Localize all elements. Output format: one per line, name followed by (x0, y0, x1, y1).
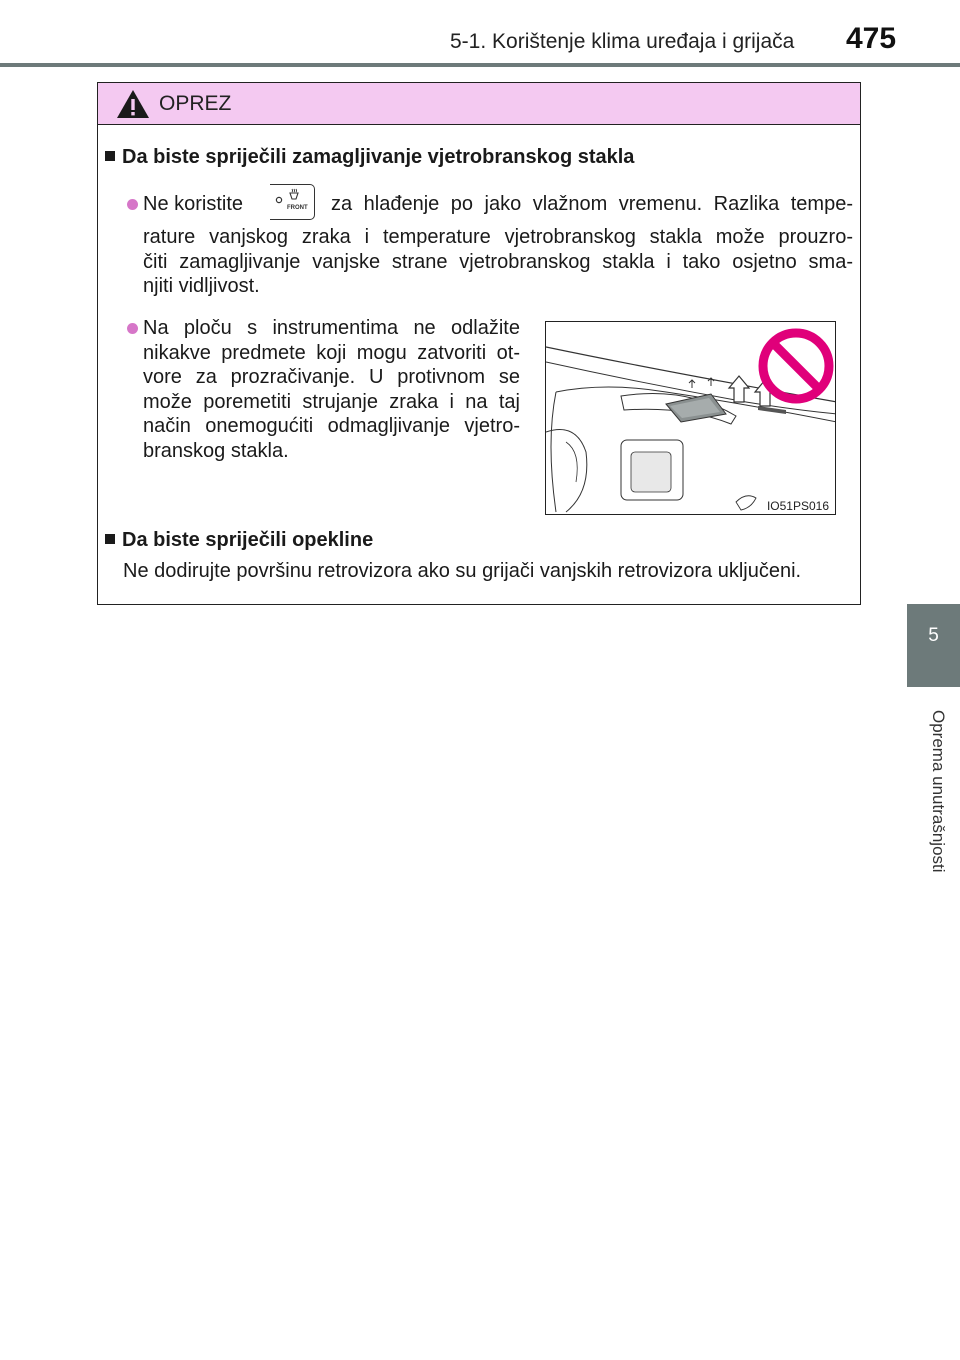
burn-prevention-text: Ne dodirujte površinu retrovizora ako su grijači vanjskih retrovizora uključeni. (123, 560, 802, 582)
caution-header (98, 83, 860, 125)
round-bullet-icon (127, 323, 138, 334)
fog-prevention-heading (105, 146, 634, 169)
image-code: IO51PS016 (766, 499, 829, 513)
front-defogger-button-icon (270, 184, 315, 220)
fog-prevention-heading-text: Da biste spriječili zamagljivanje vjetrobranskog stakla (122, 146, 635, 168)
bullet1-first-line (331, 192, 853, 217)
dashboard-drawing (546, 322, 836, 515)
round-bullet-icon (127, 199, 138, 210)
text-line: branskog stakla. (143, 439, 289, 462)
text-line: čiti zamagljivanje vanjske strane vjetrobranskog stakla i tako osjetno sma- (143, 250, 853, 273)
bullet1-lead-text: Ne koristite (143, 193, 244, 215)
front-button-label: FRONT (287, 205, 308, 211)
text-line: nikakve predmete koji mogu zatvoriti ot- (143, 341, 520, 364)
text-line: vore za prozračivanje. U protivnom se (143, 366, 520, 388)
text-line: može poremetiti strujanje zraka i na taj (143, 390, 520, 413)
text-line: Na ploču s instrumentima ne odlažite (143, 317, 520, 339)
page-number: 475 (846, 22, 897, 55)
chapter-number: 5 (928, 625, 939, 646)
burn-prevention-heading-text: Da biste spriječili opekline (122, 529, 374, 551)
text-line: njiti vidljivost. (143, 275, 260, 297)
header-divider (0, 63, 960, 67)
bullet2-body (143, 316, 520, 463)
chapter-title: Oprema unutrašnjosti (929, 710, 948, 873)
section-title: 5-1. Korištenje klima uređaja i grijača (450, 30, 795, 53)
warning-icon (115, 88, 151, 120)
bullet1-body (143, 225, 853, 299)
square-bullet-icon (105, 151, 115, 161)
caution-box (97, 82, 861, 605)
text-line: način onemogućiti odmagljivanje vjetro- (143, 415, 520, 437)
square-bullet-icon (105, 534, 115, 544)
text-line: rature vanjskog zraka i temperature vjetrobranskog stakla može prouzro- (143, 226, 853, 248)
caution-label: OPREZ (159, 92, 232, 115)
burn-prevention-heading (105, 529, 373, 552)
dashboard-illustration (545, 321, 836, 515)
text-line: za hlađenje po jako vlažnom vremenu. Razlika tempe- (331, 193, 853, 215)
